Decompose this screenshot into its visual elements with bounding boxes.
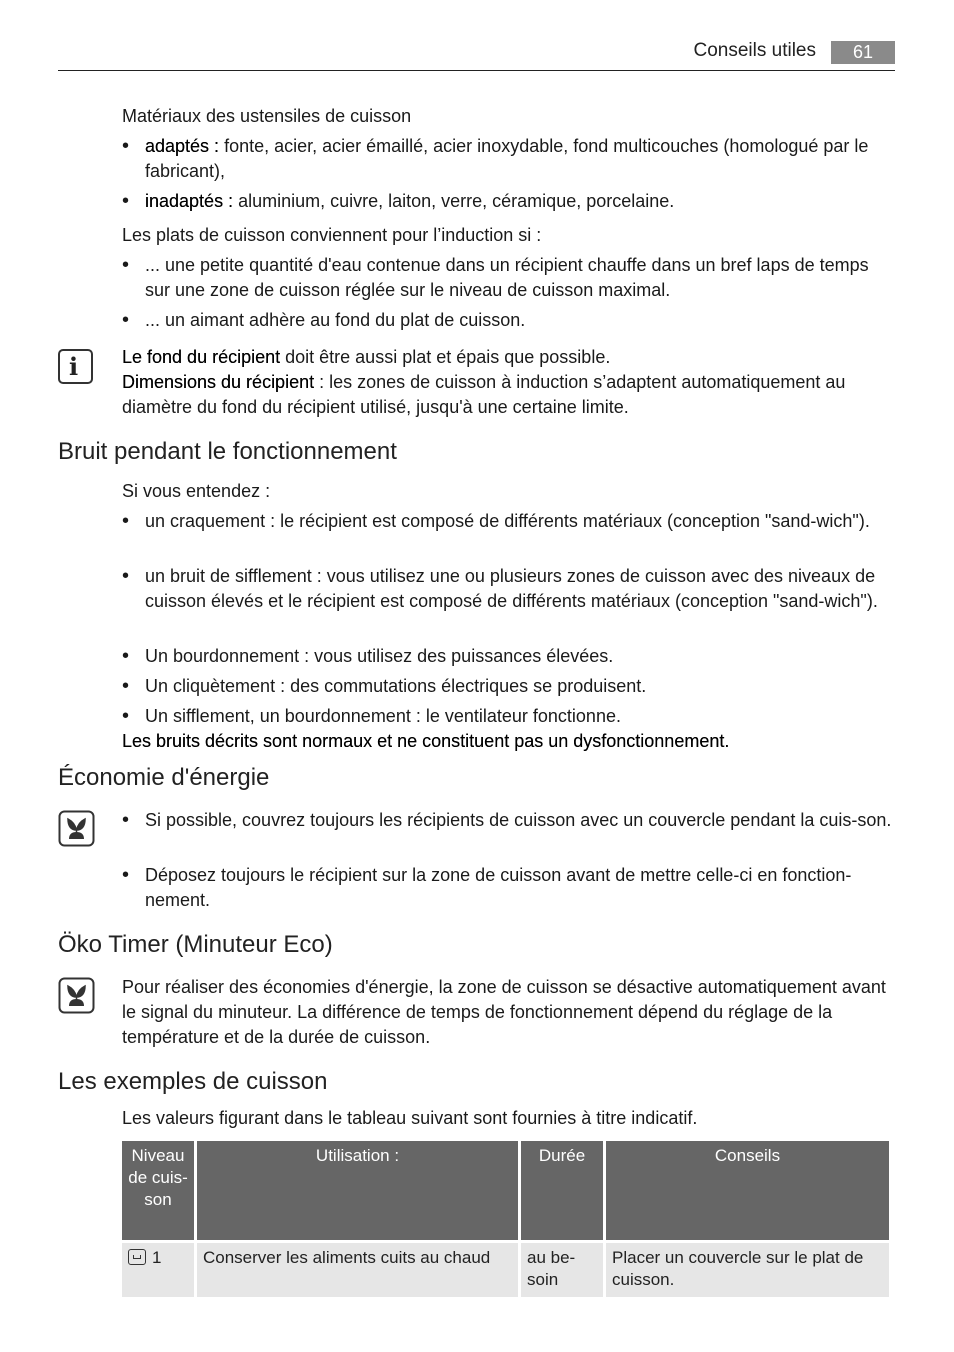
section-heading-oko-timer: Öko Timer (Minuteur Eco): [58, 931, 333, 958]
column-header-duration: Durée: [521, 1141, 603, 1240]
list-item: • Déposez toujours le récipient sur la zone de cuisson avant de mettre celle-ci en fonction-nement.: [122, 863, 897, 913]
header-rule: [58, 70, 895, 71]
note-label: Le fond du récipient: [122, 347, 281, 367]
noise-conclusion: Les bruits décrits sont normaux et ne constituent pas un dysfonctionnement.: [122, 731, 730, 751]
keep-warm-icon: [128, 1249, 146, 1265]
list-item: • Un bourdonnement : vous utilisez des puissances élevées.: [122, 644, 897, 669]
induction-title: Les plats de cuisson conviennent pour l’induction si :: [122, 225, 542, 245]
noise-intro: Si vous entendez :: [122, 481, 271, 501]
list-item: • ... une petite quantité d'eau contenue dans un récipient chauffe dans un bref laps de temps sur une zone de cuisson réglée sur le niveau de cuisson maximal.: [122, 253, 897, 303]
header-section-title: Conseils utiles: [693, 40, 816, 61]
page-number: 61: [831, 41, 895, 64]
section-heading-energy: Économie d'énergie: [58, 764, 270, 791]
cell-use: Conserver les aliments cuits au chaud: [197, 1243, 518, 1297]
level-value: 1: [152, 1248, 162, 1267]
table-header-row: [122, 1141, 889, 1240]
list-item: [122, 134, 897, 184]
item-text: aluminium, cuivre, laiton, verre, céramique, porcelaine.: [233, 191, 675, 211]
list-item: • un bruit de sifflement : vous utilisez une ou plusieurs zones de cuisson avec des niveaux de cuisson élevés et le récipient est composé de différents matériaux (conception "sand-wich").: [122, 564, 897, 614]
item-label: adaptés :: [145, 136, 220, 156]
note-text: doit être aussi plat et épais que possible.: [280, 347, 611, 367]
item-text: fonte, acier, acier émaillé, acier inoxydable, fond multicouches (homologué par le fabricant),: [145, 136, 869, 181]
section-heading-examples: Les exemples de cuisson: [58, 1068, 328, 1095]
note-text: : les zones de cuisson à induction s’adaptent automatiquement au diamètre du fond du récipient utilisé, jusqu'à une certaine limite.: [122, 372, 846, 417]
table-row: [122, 1243, 889, 1297]
materials-title: Matériaux des ustensiles de cuisson: [122, 106, 412, 126]
item-label: inadaptés :: [145, 191, 234, 211]
list-item: • un craquement : le récipient est composé de différents matériaux (conception "sand-wich").: [122, 509, 897, 534]
cell-level: [122, 1243, 194, 1297]
list-item: [122, 189, 897, 214]
list-item: • Si possible, couvrez toujours les récipients de cuisson avec un couvercle pendant la cuis-son.: [122, 808, 897, 833]
column-header-level: Niveau de cuis-son: [122, 1141, 194, 1240]
section-heading-noise: Bruit pendant le fonctionnement: [58, 438, 397, 465]
cooking-examples-table: [119, 1138, 892, 1300]
list-item: • Un sifflement, un bourdonnement : le ventilateur fonctionne.: [122, 704, 897, 729]
info-icon: i: [58, 349, 93, 384]
cell-tip: Placer un couvercle sur le plat de cuisson.: [606, 1243, 889, 1297]
eco-flower-icon: [58, 810, 95, 847]
list-item: • Un cliquètement : des commutations électriques se produisent.: [122, 674, 897, 699]
cell-duration: au be-soin: [521, 1243, 603, 1297]
note-label: Dimensions du récipient: [122, 372, 315, 392]
info-note: [122, 345, 897, 420]
eco-flower-icon: [58, 977, 95, 1014]
oko-text: Pour réaliser des économies d'énergie, la zone de cuisson se désactive automatiquement avant le signal du minuteur. La différence de temps de fonctionnement dépend du réglage de la température et de la durée de cuisson.: [122, 977, 886, 1047]
column-header-use: Utilisation :: [197, 1141, 518, 1240]
list-item: • ... un aimant adhère au fond du plat de cuisson.: [122, 308, 897, 333]
column-header-tips: Conseils: [606, 1141, 889, 1240]
examples-intro: Les valeurs figurant dans le tableau suivant sont fournies à titre indicatif.: [122, 1108, 698, 1128]
